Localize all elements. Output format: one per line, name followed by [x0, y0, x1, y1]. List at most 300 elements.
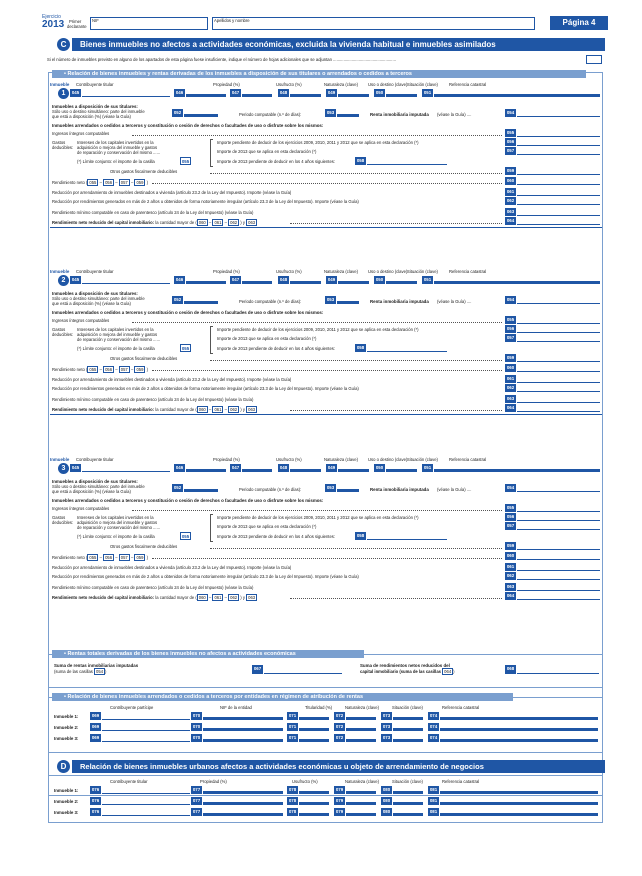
limite-label: (*) Límite conjunto: el importe de la casilla — [77, 534, 155, 539]
input-c080[interactable] — [393, 786, 423, 794]
input-c056[interactable] — [517, 325, 600, 333]
gastos-label: Gastos — [52, 327, 66, 332]
box-c060: 060 — [506, 365, 515, 370]
input-c071[interactable] — [299, 723, 329, 731]
input-c070[interactable] — [203, 734, 283, 742]
box-c060: 060 — [506, 178, 515, 183]
input-c052[interactable] — [184, 109, 218, 117]
input-c054[interactable] — [517, 484, 600, 492]
otros-label: Otros gastos fiscalmente deducibles — [110, 356, 178, 361]
box-c057: 057 — [506, 335, 515, 340]
d-row-label: Inmueble 2: — [54, 799, 79, 804]
input-c060[interactable] — [517, 364, 600, 372]
renta-imp-label: Renta inmobiliaria imputada — [370, 112, 429, 117]
box-c063: 063 — [506, 584, 515, 589]
totales-title: • Rentas totales derivadas de los bienes inmuebles no afectos a actividades económicas — [52, 650, 364, 658]
input-c078[interactable] — [299, 786, 329, 794]
box-c047: 047 — [231, 465, 240, 470]
intereses-l2: adquisición o mejora del inmueble y gastos — [77, 520, 158, 525]
input-c057[interactable] — [517, 522, 600, 530]
input-c078[interactable] — [299, 808, 329, 816]
imp-2013-pend: Importe de 2013 pendiente de deducir en los 4 años siguientes: — [217, 346, 336, 351]
input-c081[interactable] — [440, 797, 598, 805]
col-situacion: Situación (clave) — [392, 705, 423, 710]
box-c061: 061 — [506, 376, 515, 381]
input-c061[interactable] — [517, 563, 600, 571]
col-inmueble: Inmueble — [50, 457, 70, 462]
col-usufructo: Usufructo (%) — [276, 82, 302, 87]
input-c069[interactable] — [102, 723, 190, 731]
col-titularidad: Titularidad (%) — [305, 705, 333, 710]
atrib-row-label: Inmueble 3: — [54, 736, 79, 741]
d-col-usufructo: Usufructo (%) — [292, 779, 318, 784]
rend-red-dots — [290, 220, 502, 224]
block-divider — [50, 414, 602, 415]
input-c052[interactable] — [184, 296, 218, 304]
input-c078[interactable] — [299, 797, 329, 805]
box-c049: 049 — [327, 90, 336, 95]
box-c076: 076 — [91, 809, 100, 814]
apellidos-label: Apellidos y nombre — [214, 18, 250, 23]
input-c058[interactable] — [367, 157, 447, 165]
input-c046[interactable] — [186, 464, 226, 472]
box-c048: 048 — [279, 277, 288, 282]
box-c073: 073 — [382, 713, 391, 718]
input-c074[interactable] — [440, 723, 598, 731]
input-c072[interactable] — [346, 723, 376, 731]
input-c079[interactable] — [346, 808, 376, 816]
intereses-l3: de reparación y conservación del mismo ...... — [77, 337, 161, 342]
rend-dots — [152, 180, 502, 184]
rend-red-dots — [290, 407, 502, 411]
page-number: Página 4 — [550, 16, 608, 30]
box-c047: 047 — [231, 277, 240, 282]
disp-l2: que está a disposición (%) (véase la Guía) — [52, 301, 131, 306]
imp-2013: Importe de 2013 que se aplica en esta declaración (*) — [217, 524, 317, 529]
box-c052: 052 — [173, 297, 182, 302]
input-c077[interactable] — [203, 797, 283, 805]
input-c053[interactable] — [337, 109, 359, 117]
box-c059: 059 — [506, 543, 515, 548]
intereses-l1: Intereses de los capitales invertidos en la — [77, 140, 154, 145]
relacion-title: • Relación de bienes inmuebles y rentas derivadas de los inmuebles a disposición de sus titulares o arrendados o cedidos a terceros — [52, 70, 586, 78]
box-c055: 055 — [506, 130, 515, 135]
box-c047: 047 — [231, 90, 240, 95]
input-c046[interactable] — [186, 89, 226, 97]
adjuntan-note: Si el número de inmuebles previsto en alguno de los apartados de esta página fuese insuficiente, indique el número de hojas adicionales que se adjuntan ...................................................... — [47, 57, 396, 62]
input-c048[interactable] — [290, 464, 321, 472]
box-c062: 062 — [506, 198, 515, 203]
box-c064: 064 — [506, 593, 515, 598]
input-c081[interactable] — [440, 786, 598, 794]
input-c055[interactable] — [517, 316, 600, 324]
input-c045[interactable] — [82, 89, 170, 97]
red_arr-label: Reducción por arrendamiento de inmuebles destinados a vivienda (artículo 23.2 de la Ley del Impuesto). Importe (véase la Guía) — [52, 565, 292, 570]
input-c063[interactable] — [517, 395, 600, 403]
input-c076[interactable] — [102, 808, 190, 816]
input-c080[interactable] — [393, 808, 423, 816]
box-c072: 072 — [335, 735, 344, 740]
atrib-row-label: Inmueble 2: — [54, 725, 79, 730]
otros-dots — [210, 545, 502, 549]
renta-imp-note: (véase la Guía) .... — [437, 112, 472, 117]
box-c045: 045 — [71, 277, 80, 282]
col-uso: Uso o destino (clave) — [368, 269, 408, 274]
input-c047[interactable] — [242, 464, 272, 472]
ingresos-dots — [132, 507, 502, 511]
intereses-l1: Intereses de los capitales invertidos en la — [77, 515, 154, 520]
box-c070: 070 — [192, 724, 201, 729]
input-c067[interactable] — [264, 666, 342, 674]
col-contribuyente: Contribuyente titular — [76, 269, 114, 274]
box-c074: 074 — [429, 713, 438, 718]
box-c067: 067 — [252, 665, 263, 674]
box-c080: 080 — [382, 798, 391, 803]
imp-pend: Importe pendiente de deducir de los ejercicios 2009, 2010, 2011 y 2012 que se aplica en esta declaración (*) — [217, 140, 419, 145]
box-c055: 055 — [506, 317, 515, 322]
input-c074[interactable] — [440, 734, 598, 742]
input-c080[interactable] — [393, 797, 423, 805]
disp-title: Inmuebles a disposición de sus titulares: — [52, 104, 138, 109]
suma-rend-label: Suma de rendimientos netos reducidos del — [360, 663, 450, 668]
input-c064[interactable] — [517, 592, 600, 600]
red_arr-label: Reducción por arrendamiento de inmuebles destinados a vivienda (artículo 23.2 de la Ley del Impuesto). Importe (véase la Guía) — [52, 190, 292, 195]
apellidos-field[interactable] — [212, 17, 535, 30]
disp-l1: Sólo uso o destino simultáneo: parte del inmueble — [52, 296, 145, 301]
input-c058[interactable] — [367, 532, 447, 540]
input-c072[interactable] — [346, 734, 376, 742]
input-c046[interactable] — [186, 276, 226, 284]
input-c071[interactable] — [299, 734, 329, 742]
atrib-row-label: Inmueble 1: — [54, 714, 79, 719]
col-inmueble: Inmueble — [50, 269, 70, 274]
header — [42, 14, 608, 32]
input-c049[interactable] — [338, 276, 369, 284]
input-c070[interactable] — [203, 712, 283, 720]
otros-label: Otros gastos fiscalmente deducibles — [110, 169, 178, 174]
col-situacion: Situación (clave) — [407, 457, 438, 462]
imp-2013-pend: Importe de 2013 pendiente de deducir en los 4 años siguientes: — [217, 159, 336, 164]
renta-imp-note: (véase la Guía) .... — [437, 299, 472, 304]
gastos-label: Gastos — [52, 140, 66, 145]
input-c056[interactable] — [517, 138, 600, 146]
col-referencia: Referencia catastral — [442, 705, 480, 710]
input-c059[interactable] — [517, 542, 600, 550]
box-c078: 078 — [288, 798, 297, 803]
nif-field[interactable] — [90, 17, 208, 30]
box-c052: 052 — [173, 110, 182, 115]
input-c079[interactable] — [346, 786, 376, 794]
inmueble-number-badge: 2 — [58, 275, 69, 286]
col-usufructo: Usufructo (%) — [276, 269, 302, 274]
arr-title: Inmuebles arrendados o cedidos a terceros y constitución o cesión de derechos o facultades de uso o disfrute sobre los mismos: — [52, 498, 324, 503]
intereses-l2: adquisición o mejora del inmueble y gastos — [77, 332, 158, 337]
renta-imp-note: (véase la Guía) .... — [437, 487, 472, 492]
col-naturaleza: Naturaleza (clave) — [345, 705, 379, 710]
input-c050[interactable] — [386, 464, 417, 472]
renta-imp-label: Renta inmobiliaria imputada — [370, 487, 429, 492]
input-c070[interactable] — [203, 723, 283, 731]
rend-red-dots — [290, 595, 502, 599]
box-c081: 081 — [429, 809, 438, 814]
box-c069: 069 — [91, 713, 100, 718]
input-c068[interactable] — [517, 666, 599, 674]
box-c079: 079 — [335, 809, 344, 814]
input-c069[interactable] — [102, 712, 190, 720]
box-c064: 064 — [506, 218, 515, 223]
box-c078: 078 — [288, 787, 297, 792]
input-c081[interactable] — [440, 808, 598, 816]
box-c077: 077 — [192, 798, 201, 803]
input-c048[interactable] — [290, 276, 321, 284]
ingresos-label: Ingresos íntegros computables — [52, 506, 110, 511]
input-c073[interactable] — [393, 723, 423, 731]
input-c054[interactable] — [517, 109, 600, 117]
d-col-referencia: Referencia catastral — [442, 779, 480, 784]
ref-055: 055 — [181, 346, 190, 351]
input-c048[interactable] — [290, 89, 321, 97]
input-c045[interactable] — [82, 276, 170, 284]
imp-pend: Importe pendiente de deducir de los ejercicios 2009, 2010, 2011 y 2012 que se aplica en esta declaración (*) — [217, 327, 419, 332]
otros-label: Otros gastos fiscalmente deducibles — [110, 544, 178, 549]
input-c062[interactable] — [517, 197, 600, 205]
input-c076[interactable] — [102, 797, 190, 805]
input-c047[interactable] — [242, 89, 272, 97]
box-c074: 074 — [429, 724, 438, 729]
box-c079: 079 — [335, 798, 344, 803]
col-uso: Uso o destino (clave) — [368, 82, 408, 87]
input-c069[interactable] — [102, 734, 190, 742]
col-referencia: Referencia catastral — [449, 457, 487, 462]
limite-label: (*) Límite conjunto: el importe de la casilla — [77, 159, 155, 164]
rend_min-label: Rendimiento mínimo computable en caso de parentesco (artículo 24 de la Ley del Impuesto) (véase la Guía) — [52, 397, 254, 402]
input-c071[interactable] — [299, 712, 329, 720]
box-c056: 056 — [506, 514, 515, 519]
input-c053[interactable] — [337, 296, 359, 304]
arr-title: Inmuebles arrendados o cedidos a terceros y constitución o cesión de derechos o facultades de uso o disfrute sobre los mismos: — [52, 310, 324, 315]
intereses-l3: de reparación y conservación del mismo ...... — [77, 525, 161, 530]
box-c054: 054 — [506, 485, 515, 490]
box-c081: 081 — [429, 787, 438, 792]
input-c073[interactable] — [393, 712, 423, 720]
imp-2013: Importe de 2013 que se aplica en esta declaración (*) — [217, 336, 317, 341]
suma-imp-label: Suma de rentas inmobiliarias imputadas — [54, 663, 139, 668]
box-c051: 051 — [423, 465, 432, 470]
box-c080: 080 — [382, 787, 391, 792]
red_gen-label: Reducción por rendimientos generados en más de 2 años u obtenidos de forma notoriamente irregular (artículo 23.3 de la Ley del Impuesto). Importe (véase la Guía) — [52, 386, 359, 391]
box-c049: 049 — [327, 465, 336, 470]
box-c052: 052 — [173, 485, 182, 490]
input-c052[interactable] — [184, 484, 218, 492]
box-c051: 051 — [423, 90, 432, 95]
input-c077[interactable] — [203, 808, 283, 816]
input-c047[interactable] — [242, 276, 272, 284]
disp-title: Inmuebles a disposición de sus titulares: — [52, 291, 138, 296]
box-c050: 050 — [375, 465, 384, 470]
input-c053[interactable] — [337, 484, 359, 492]
d-col-situacion: Situación (clave) — [392, 779, 423, 784]
input-c060[interactable] — [517, 177, 600, 185]
periodo-label: Periodo computable (n.º de días): — [239, 487, 302, 492]
declarante-label: declarante — [67, 24, 87, 29]
box-c061: 061 — [506, 564, 515, 569]
col-propiedad: Propiedad (%) — [213, 269, 240, 274]
box-c055: 055 — [506, 505, 515, 510]
hojas-adicionales-field[interactable] — [586, 55, 602, 64]
col-propiedad: Propiedad (%) — [213, 457, 240, 462]
rend_min-label: Rendimiento mínimo computable en caso de parentesco (artículo 24 de la Ley del Impuesto) (véase la Guía) — [52, 210, 254, 215]
input-c057[interactable] — [517, 147, 600, 155]
input-c063[interactable] — [517, 208, 600, 216]
input-c059[interactable] — [517, 354, 600, 362]
otros-dots — [210, 357, 502, 361]
ingresos-dots — [132, 132, 502, 136]
box-c073: 073 — [382, 724, 391, 729]
d-row-label: Inmueble 1: — [54, 788, 79, 793]
input-c057[interactable] — [517, 334, 600, 342]
box-c062: 062 — [506, 385, 515, 390]
red_gen-label: Reducción por rendimientos generados en más de 2 años u obtenidos de forma notoriamente irregular (artículo 23.3 de la Ley del Impuesto). Importe (véase la Guía) — [52, 199, 359, 204]
rend-neto-red-label: Rendimiento neto reducido del capital inmobiliario: la cantidad mayor de ( 060 – 061 – 062 ) y 063 — [52, 407, 256, 412]
section-c-title: Bienes inmuebles no afectos a actividades económicas, excluida la vivienda habitual e inmuebles asimilados — [72, 38, 605, 51]
ingresos-label: Ingresos íntegros computables — [52, 318, 110, 323]
box-c064: 064 — [506, 405, 515, 410]
box-c076: 076 — [91, 798, 100, 803]
col-situacion: Situación (clave) — [407, 82, 438, 87]
box-c077: 077 — [192, 787, 201, 792]
box-c069: 069 — [91, 724, 100, 729]
input-c045[interactable] — [82, 464, 170, 472]
limite-label: (*) Límite conjunto: el importe de la casilla — [77, 346, 155, 351]
input-c061[interactable] — [517, 188, 600, 196]
box-c060: 060 — [506, 553, 515, 558]
input-c073[interactable] — [393, 734, 423, 742]
box-c051: 051 — [423, 277, 432, 282]
input-c056[interactable] — [517, 513, 600, 521]
box-c063: 063 — [506, 209, 515, 214]
input-c055[interactable] — [517, 504, 600, 512]
ref-055: 055 — [181, 159, 190, 164]
imp-2013: Importe de 2013 que se aplica en esta declaración (*) — [217, 149, 317, 154]
input-c058[interactable] — [367, 344, 447, 352]
input-c059[interactable] — [517, 167, 600, 175]
box-c063: 063 — [506, 396, 515, 401]
input-c050[interactable] — [386, 89, 417, 97]
ingresos-dots — [132, 319, 502, 323]
input-c054[interactable] — [517, 296, 600, 304]
input-c062[interactable] — [517, 572, 600, 580]
suma-imp2-label: (suma de las casillas 054 ) — [54, 669, 107, 674]
input-c064[interactable] — [517, 217, 600, 225]
disp-l2: que está a disposición (%) (véase la Guía) — [52, 114, 131, 119]
box-c059: 059 — [506, 355, 515, 360]
red_gen-label: Reducción por rendimientos generados en más de 2 años u obtenidos de forma notoriamente irregular (artículo 23.3 de la Ley del Impuesto). Importe (véase la Guía) — [52, 574, 359, 579]
box-c048: 048 — [279, 90, 288, 95]
input-c049[interactable] — [338, 89, 369, 97]
block-divider — [50, 227, 602, 228]
bracket — [210, 139, 213, 167]
ingresos-label: Ingresos íntegros computables — [52, 131, 110, 136]
rend-neto-label: Rendimiento neto ( 055 – 056 – 057 – 059 ) — [52, 180, 149, 185]
input-c051[interactable] — [434, 89, 600, 97]
renta-imp-label: Renta inmobiliaria imputada — [370, 299, 429, 304]
intereses-l3: de reparación y conservación del mismo ...... — [77, 150, 161, 155]
box-c059: 059 — [506, 168, 515, 173]
box-c080: 080 — [382, 809, 391, 814]
box-c045: 045 — [71, 465, 80, 470]
input-c079[interactable] — [346, 797, 376, 805]
imp-pend: Importe pendiente de deducir de los ejercicios 2009, 2010, 2011 y 2012 que se aplica en esta declaración (*) — [217, 515, 419, 520]
box-c054: 054 — [506, 297, 515, 302]
deducibles-label: deducibles: — [52, 520, 74, 525]
box-c057: 057 — [506, 148, 515, 153]
d-col-propiedad: Propiedad (%) — [200, 779, 227, 784]
input-c051[interactable] — [434, 276, 600, 284]
input-c077[interactable] — [203, 786, 283, 794]
rend_min-label: Rendimiento mínimo computable en caso de parentesco (artículo 24 de la Ley del Impuesto) (véase la Guía) — [52, 585, 254, 590]
box-c058: 058 — [356, 533, 365, 538]
box-c072: 072 — [335, 724, 344, 729]
box-c056: 056 — [506, 139, 515, 144]
col-nif-entidad: NIF de la entidad — [220, 705, 252, 710]
input-c074[interactable] — [440, 712, 598, 720]
box-c081: 081 — [429, 798, 438, 803]
input-c061[interactable] — [517, 375, 600, 383]
primer-label: Primer — [69, 19, 82, 24]
box-c061: 061 — [506, 189, 515, 194]
input-c051[interactable] — [434, 464, 600, 472]
input-c060[interactable] — [517, 552, 600, 560]
deducibles-label: deducibles: — [52, 332, 74, 337]
periodo-label: Periodo computable (n.º de días): — [239, 112, 302, 117]
box-c070: 070 — [192, 735, 201, 740]
box-c079: 079 — [335, 787, 344, 792]
box-c071: 071 — [288, 724, 297, 729]
intereses-l2: adquisición o mejora del inmueble y gastos — [77, 145, 158, 150]
input-c055[interactable] — [517, 129, 600, 137]
col-contribuyente: Contribuyente titular — [76, 82, 114, 87]
input-c062[interactable] — [517, 384, 600, 392]
disp-l1: Sólo uso o destino simultáneo: parte del inmueble — [52, 484, 145, 489]
input-c076[interactable] — [102, 786, 190, 794]
box-c068: 068 — [505, 665, 516, 674]
otros-dots — [210, 170, 502, 174]
box-c053: 053 — [326, 485, 335, 490]
year: 2013 — [42, 19, 65, 30]
input-c064[interactable] — [517, 404, 600, 412]
box-c062: 062 — [506, 573, 515, 578]
input-c049[interactable] — [338, 464, 369, 472]
col-referencia: Referencia catastral — [449, 82, 487, 87]
input-c072[interactable] — [346, 712, 376, 720]
col-contribuyente: Contribuyente titular — [76, 457, 114, 462]
col-usufructo: Usufructo (%) — [276, 457, 302, 462]
box-c050: 050 — [375, 90, 384, 95]
bracket — [210, 514, 213, 542]
input-c063[interactable] — [517, 583, 600, 591]
col-inmueble: Inmueble — [50, 82, 70, 87]
box-c054: 054 — [506, 110, 515, 115]
inmueble-number-badge: 1 — [58, 88, 69, 99]
box-c050: 050 — [375, 277, 384, 282]
input-c050[interactable] — [386, 276, 417, 284]
box-c046: 046 — [175, 465, 184, 470]
suma-rend2-label: capital inmobiliario (suma de las casillas 064 ) — [360, 669, 455, 674]
col-contrib-participe: Contribuyente partícipe — [110, 705, 154, 710]
box-c045: 045 — [71, 90, 80, 95]
rend-dots — [152, 555, 502, 559]
imp-2013-pend: Importe de 2013 pendiente de deducir en los 4 años siguientes: — [217, 534, 336, 539]
